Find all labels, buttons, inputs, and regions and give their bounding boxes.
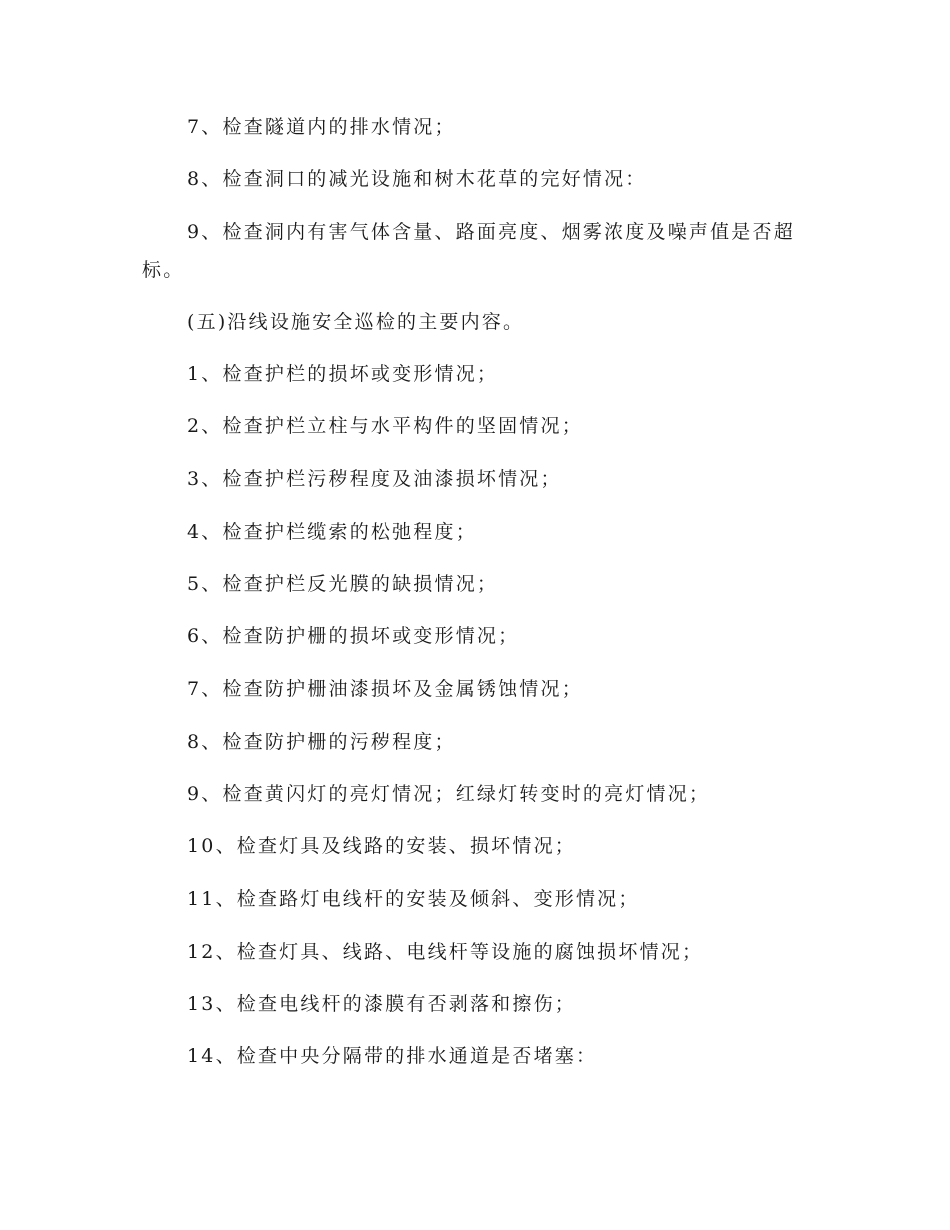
text-line: 8、检查防护栅的污秽程度；: [187, 731, 456, 753]
section-heading: (五)沿线设施安全巡检的主要内容。: [187, 311, 525, 333]
text-line: 标。: [142, 259, 185, 281]
text-line: 5、检查护栏反光膜的缺损情况；: [187, 573, 499, 595]
text-line: 12、检查灯具、线路、电线杆等设施的腐蚀损坏情况；: [187, 941, 704, 963]
text-line: 11、检查路灯电线杆的安装及倾斜、变形情况；: [187, 888, 640, 910]
text-line: 1、检查护栏的损坏或变形情况；: [187, 363, 499, 385]
text-line: 10、检查灯具及线路的安装、损坏情况；: [187, 835, 576, 857]
text-line: 13、检查电线杆的漆膜有否剥落和擦伤；: [187, 993, 576, 1015]
text-line: 9、检查黄闪灯的亮灯情况；红绿灯转变时的亮灯情况；: [187, 783, 711, 805]
text-line: 4、检查护栏缆索的松弛程度；: [187, 521, 477, 543]
text-line: 7、检查防护栅油漆损坏及金属锈蚀情况；: [187, 678, 583, 700]
text-line: 7、检查隧道内的排水情况；: [187, 116, 456, 138]
text-line: 14、检查中央分隔带的排水通道是否堵塞：: [187, 1045, 598, 1067]
text-line: 6、检查防护栅的损坏或变形情况；: [187, 625, 520, 647]
text-line: 8、检查洞口的减光设施和树木花草的完好情况：: [187, 168, 647, 190]
text-line: 2、检查护栏立柱与水平构件的坚固情况；: [187, 415, 583, 437]
text-line: 9、检查洞内有害气体含量、路面亮度、烟雾浓度及噪声值是否超: [187, 221, 795, 243]
text-line: 3、检查护栏污秽程度及油漆损坏情况；: [187, 468, 562, 490]
